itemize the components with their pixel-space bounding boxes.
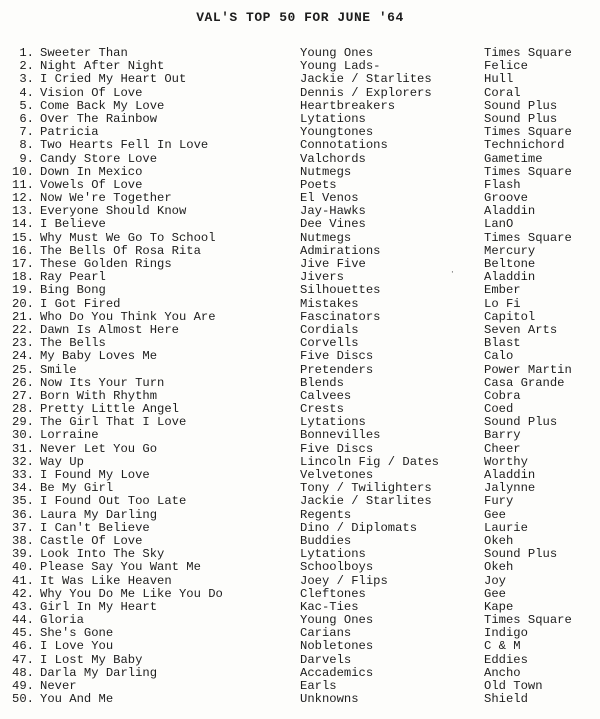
rank-number: 49.: [12, 679, 34, 693]
artist-name: Valchords: [300, 151, 366, 166]
song-title: I Believe: [40, 217, 106, 232]
song-title: The Girl That I Love: [40, 415, 187, 430]
artist-name: Young Ones: [300, 46, 374, 60]
rank-number: 20.: [12, 296, 34, 311]
artist-name: Bonnevilles: [300, 428, 381, 443]
artist-name: Calvees: [300, 388, 352, 403]
chart-row: [0, 495, 600, 508]
record-label: Sound Plus: [484, 547, 558, 562]
song-title: Candy Store Love: [40, 151, 158, 166]
rank-number: 48.: [12, 665, 34, 680]
song-title: Vision Of Love: [40, 85, 143, 100]
rank-number: 18.: [12, 270, 34, 285]
rank-number: 45.: [12, 626, 34, 641]
artist-name: Connotations: [300, 138, 388, 153]
record-label: Felice: [484, 59, 528, 74]
record-label: Times Square: [484, 613, 572, 628]
rank-number: 36.: [12, 507, 34, 522]
paper-speck: ·: [450, 268, 455, 277]
record-label: Beltone: [484, 257, 536, 271]
record-label: Groove: [484, 191, 528, 206]
rank-number: 28.: [12, 402, 34, 417]
song-title: Ray Pearl: [40, 270, 106, 285]
song-title: Why You Do Me Like You Do: [40, 586, 223, 601]
song-title: Dawn Is Almost Here: [40, 322, 179, 337]
artist-name: Five Discs: [300, 441, 374, 456]
record-label: Worthy: [484, 454, 528, 469]
rank-number: 5.: [19, 98, 34, 113]
song-title: Way Up: [40, 454, 84, 469]
record-label: Sound Plus: [484, 98, 558, 113]
record-label: Ember: [484, 283, 521, 298]
rank-number: 22.: [12, 322, 34, 337]
rank-number: 4.: [19, 85, 34, 100]
record-label: Technichord: [484, 138, 565, 153]
song-title: Who Do You Think You Are: [40, 309, 216, 324]
chart-row: [0, 561, 600, 574]
rank-number: 10.: [12, 164, 34, 179]
song-title: Come Back My Love: [40, 98, 165, 113]
record-label: Gametime: [484, 151, 543, 166]
chart-row: [0, 350, 600, 363]
artist-name: Nutmegs: [300, 164, 352, 179]
song-title: Born With Rhythm: [40, 388, 158, 403]
rank-number: 9.: [19, 151, 34, 166]
record-label: Kape: [484, 599, 514, 614]
record-label: Capitol: [484, 309, 536, 324]
artist-name: Carians: [300, 626, 352, 641]
rank-number: 41.: [12, 573, 34, 588]
record-label: Times Square: [484, 164, 572, 179]
song-title: Why Must We Go To School: [40, 230, 216, 245]
song-title: These Golden Rings: [40, 257, 172, 271]
artist-name: Corvells: [300, 336, 359, 351]
record-label: Okeh: [484, 560, 514, 575]
record-label: Fury: [484, 494, 514, 509]
record-label: Jalynne: [484, 481, 536, 496]
song-title: Over The Rainbow: [40, 111, 158, 126]
record-label: Eddies: [484, 652, 528, 667]
song-title: Pretty Little Angel: [40, 402, 179, 417]
chart-row: [0, 509, 600, 522]
artist-name: Five Discs: [300, 349, 374, 364]
record-label: Flash: [484, 177, 521, 192]
chart-row: [0, 443, 600, 456]
artist-name: Earls: [300, 679, 337, 693]
rank-number: 13.: [12, 204, 34, 219]
chart-list: [0, 47, 600, 706]
record-label: Gee: [484, 507, 506, 522]
song-title: Be My Girl: [40, 481, 114, 496]
artist-name: Jackie / Starlites: [300, 72, 432, 87]
rank-number: 24.: [12, 349, 34, 364]
record-label: Gee: [484, 586, 506, 601]
song-title: I Found Out Too Late: [40, 494, 187, 509]
artist-name: Blends: [300, 375, 344, 390]
record-label: Hull: [484, 72, 514, 87]
artist-name: Young Ones: [300, 613, 374, 628]
rank-number: 6.: [19, 111, 34, 126]
rank-number: 19.: [12, 283, 34, 298]
record-label: Indigo: [484, 626, 528, 641]
chart-row: [0, 364, 600, 377]
song-title: Laura My Darling: [40, 507, 158, 522]
record-label: Aladdin: [484, 204, 536, 219]
page-title: VAL'S TOP 50 FOR JUNE '64: [196, 10, 404, 25]
chart-row: [0, 640, 600, 653]
record-label: Laurie: [484, 520, 528, 535]
rank-number: 26.: [12, 375, 34, 390]
song-title: Now Its Your Turn: [40, 375, 165, 390]
rank-number: 38.: [12, 533, 34, 548]
artist-name: Cleftones: [300, 586, 366, 601]
rank-number: 27.: [12, 388, 34, 403]
rank-number: 3.: [19, 72, 34, 87]
rank-number: 47.: [12, 652, 34, 667]
artist-name: Nobletones: [300, 639, 374, 654]
song-title: I Lost My Baby: [40, 652, 143, 667]
artist-name: Jivers: [300, 270, 344, 285]
record-label: Mercury: [484, 243, 536, 258]
artist-name: Accademics: [300, 665, 374, 680]
chart-row: [0, 232, 600, 245]
record-label: Calo: [484, 349, 514, 364]
rank-number: 43.: [12, 599, 34, 614]
rank-number: 14.: [12, 217, 34, 232]
artist-name: Kac-Ties: [300, 599, 359, 614]
rank-number: 34.: [12, 481, 34, 496]
artist-name: Nutmegs: [300, 230, 352, 245]
song-title: You And Me: [40, 692, 114, 707]
record-label: Times Square: [484, 125, 572, 140]
record-label: Old Town: [484, 679, 543, 693]
song-title: Everyone Should Know: [40, 204, 187, 219]
song-title: Down In Mexico: [40, 164, 143, 179]
song-title: I Cried My Heart Out: [40, 72, 187, 87]
artist-name: Mistakes: [300, 296, 359, 311]
song-title: Patricia: [40, 125, 99, 140]
record-label: Ancho: [484, 665, 521, 680]
artist-name: Fascinators: [300, 309, 381, 324]
artist-name: Joey / Flips: [300, 573, 388, 588]
rank-number: 31.: [12, 441, 34, 456]
rank-number: 39.: [12, 547, 34, 562]
song-title: My Baby Loves Me: [40, 349, 158, 364]
artist-name: Velvetones: [300, 468, 374, 482]
chart-row: [0, 311, 600, 324]
artist-name: Tony / Twilighters: [300, 481, 432, 496]
chart-row: [0, 588, 600, 601]
song-title: Two Hearts Fell In Love: [40, 138, 209, 153]
chart-row: [0, 166, 600, 179]
song-title: Lorraine: [40, 428, 99, 443]
chart-row: [0, 218, 600, 231]
chart-row: [0, 298, 600, 311]
artist-name: Jackie / Starlites: [300, 494, 432, 509]
song-title: Never Let You Go: [40, 441, 158, 456]
artist-name: Silhouettes: [300, 283, 381, 298]
chart-row: [0, 693, 600, 706]
song-title: Now We're Together: [40, 191, 172, 206]
artist-name: Darvels: [300, 652, 352, 667]
artist-name: Schoolboys: [300, 560, 374, 575]
artist-name: Jive Five: [300, 257, 366, 271]
song-title: Gloria: [40, 613, 84, 628]
song-title: Sweeter Than: [40, 46, 128, 60]
record-label: Lo Fi: [484, 296, 521, 311]
artist-name: Lytations: [300, 111, 366, 126]
record-label: Okeh: [484, 533, 514, 548]
record-label: Shield: [484, 692, 528, 707]
chart-row: [0, 87, 600, 100]
artist-name: Cordials: [300, 322, 359, 337]
chart-row: [0, 522, 600, 535]
chart-row: [0, 73, 600, 86]
artist-name: Jay-Hawks: [300, 204, 366, 219]
artist-name: Buddies: [300, 533, 352, 548]
record-label: Cheer: [484, 441, 521, 456]
record-label: Coed: [484, 402, 514, 417]
rank-number: 32.: [12, 454, 34, 469]
record-label: LanO: [484, 217, 514, 232]
song-title: Girl In My Heart: [40, 599, 158, 614]
chart-row: [0, 100, 600, 113]
record-label: Sound Plus: [484, 111, 558, 126]
rank-number: 42.: [12, 586, 34, 601]
song-title: I Got Fired: [40, 296, 121, 311]
rank-number: 50.: [12, 692, 34, 707]
rank-number: 7.: [19, 125, 34, 140]
record-label: Barry: [484, 428, 521, 443]
rank-number: 23.: [12, 336, 34, 351]
artist-name: Heartbreakers: [300, 98, 396, 113]
artist-name: Dee Vines: [300, 217, 366, 232]
artist-name: Admirations: [300, 243, 381, 258]
song-title: Darla My Darling: [40, 665, 158, 680]
song-title: The Bells: [40, 336, 106, 351]
rank-number: 2.: [19, 59, 34, 74]
rank-number: 16.: [12, 243, 34, 258]
rank-number: 11.: [12, 177, 34, 192]
record-label: C & M: [484, 639, 521, 654]
song-title: I Found My Love: [40, 468, 150, 482]
rank-number: 44.: [12, 613, 34, 628]
rank-number: 37.: [12, 520, 34, 535]
record-label: Joy: [484, 573, 506, 588]
record-label: Sound Plus: [484, 415, 558, 430]
rank-number: 46.: [12, 639, 34, 654]
rank-number: 15.: [12, 230, 34, 245]
rank-number: 1.: [19, 46, 34, 60]
chart-row: [0, 429, 600, 442]
record-label: Cobra: [484, 388, 521, 403]
record-label: Times Square: [484, 230, 572, 245]
rank-number: 33.: [12, 468, 34, 482]
rank-number: 30.: [12, 428, 34, 443]
song-title: Please Say You Want Me: [40, 560, 201, 575]
artist-name: Lincoln Fig / Dates: [300, 454, 439, 469]
song-title: Vowels Of Love: [40, 177, 143, 192]
song-title: Night After Night: [40, 59, 165, 74]
chart-row: [0, 153, 600, 166]
song-title: Smile: [40, 362, 77, 377]
artist-name: Youngtones: [300, 125, 374, 140]
rank-number: 40.: [12, 560, 34, 575]
artist-name: Regents: [300, 507, 352, 522]
record-label: Aladdin: [484, 468, 536, 482]
song-title: It Was Like Heaven: [40, 573, 172, 588]
song-title: The Bells Of Rosa Rita: [40, 243, 201, 258]
song-title: Bing Bong: [40, 283, 106, 298]
rank-number: 17.: [12, 257, 34, 271]
record-label: Aladdin: [484, 270, 536, 285]
artist-name: Dino / Diplomats: [300, 520, 418, 535]
record-label: Blast: [484, 336, 521, 351]
chart-row: [0, 654, 600, 667]
song-title: Never: [40, 679, 77, 693]
chart-row: [0, 284, 600, 297]
record-label: Casa Grande: [484, 375, 565, 390]
artist-name: Pretenders: [300, 362, 374, 377]
song-title: She's Gone: [40, 626, 114, 641]
chart-row: [0, 139, 600, 152]
artist-name: Dennis / Explorers: [300, 85, 432, 100]
rank-number: 21.: [12, 309, 34, 324]
song-title: Castle Of Love: [40, 533, 143, 548]
artist-name: Poets: [300, 177, 337, 192]
artist-name: Crests: [300, 402, 344, 417]
record-label: Times Square: [484, 46, 572, 60]
record-label: Power Martin: [484, 362, 572, 377]
artist-name: Unknowns: [300, 692, 359, 707]
artist-name: El Venos: [300, 191, 359, 206]
rank-number: 29.: [12, 415, 34, 430]
rank-number: 25.: [12, 362, 34, 377]
record-label: Seven Arts: [484, 322, 558, 337]
song-title: Look Into The Sky: [40, 547, 165, 562]
rank-number: 12.: [12, 191, 34, 206]
rank-number: 8.: [19, 138, 34, 153]
rank-number: 35.: [12, 494, 34, 509]
artist-name: Young Lads-: [300, 59, 381, 74]
chart-row: [0, 575, 600, 588]
artist-name: Lytations: [300, 547, 366, 562]
song-title: I Love You: [40, 639, 114, 654]
chart-row: [0, 377, 600, 390]
song-title: I Can't Believe: [40, 520, 150, 535]
record-label: Coral: [484, 85, 521, 100]
artist-name: Lytations: [300, 415, 366, 430]
